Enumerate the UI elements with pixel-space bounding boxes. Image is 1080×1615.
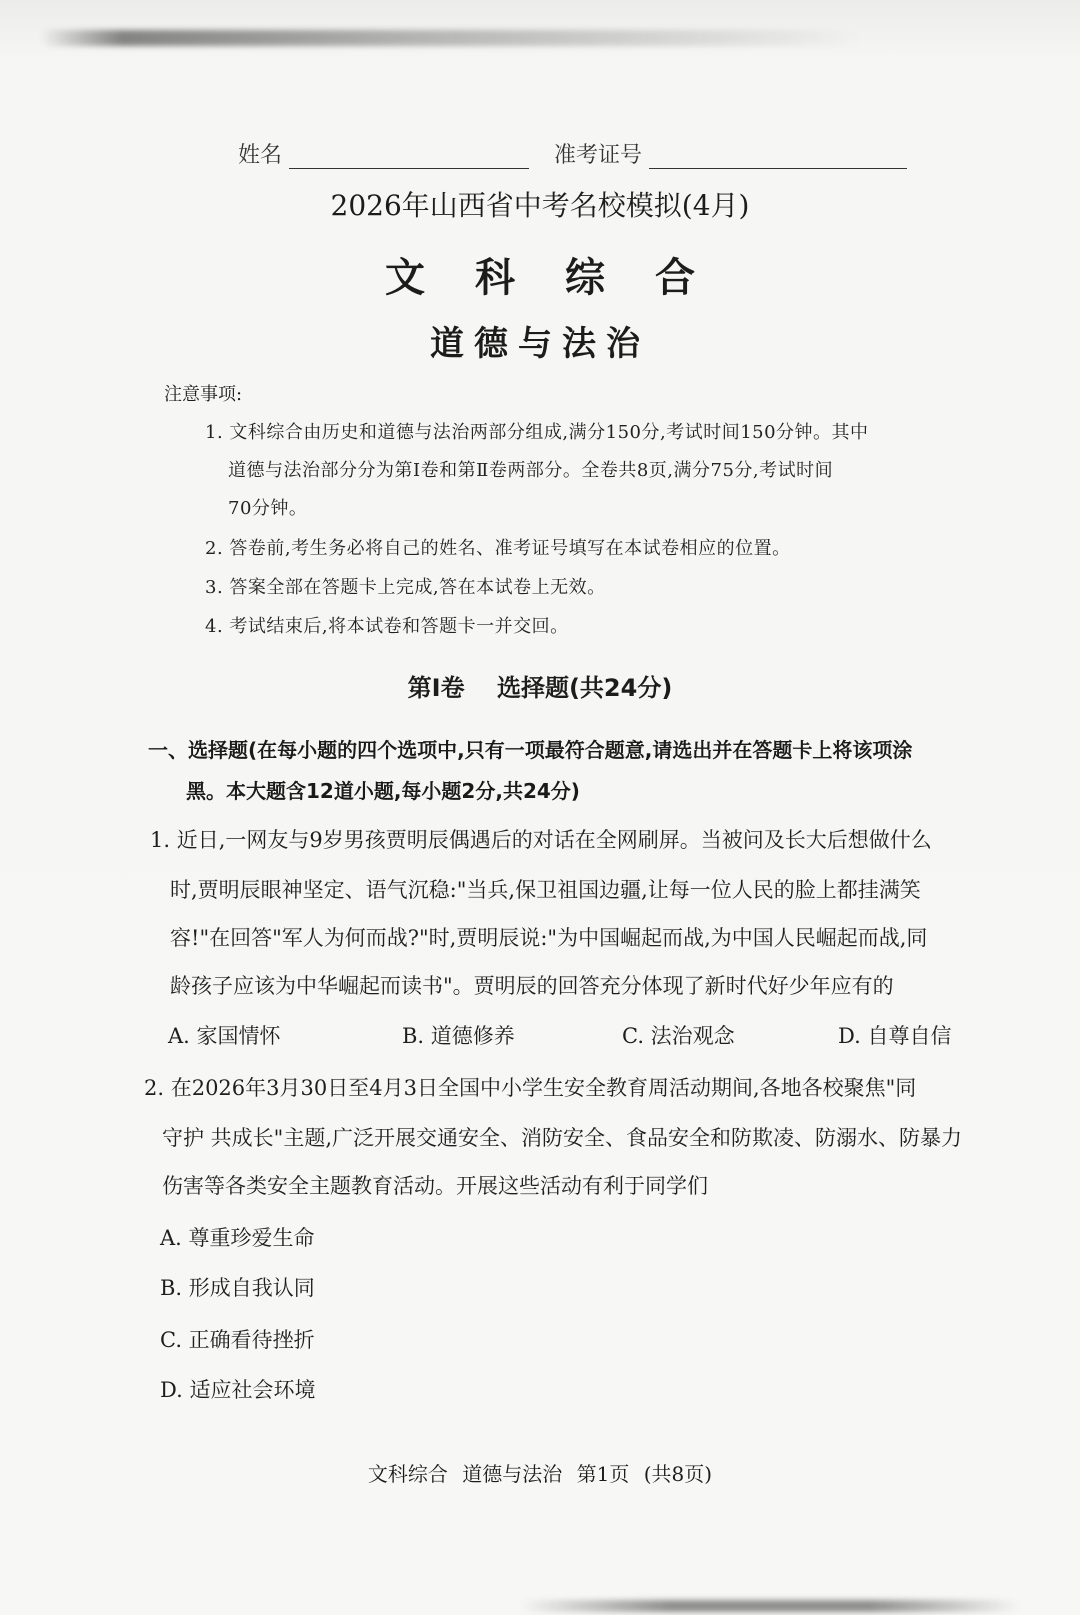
- question-2-option-c: C. 正确看待挫折: [160, 1328, 315, 1352]
- exam-title: 2026年山西省中考名校模拟(4月): [330, 189, 750, 222]
- page-footer: [0, 1458, 1080, 1487]
- notice-heading: 注意事项:: [164, 384, 243, 405]
- question-1-line-2: 时,贾明辰眼神坚定、语气沉稳:"当兵,保卫祖国边疆,让每一位人民的脸上都挂满笑: [170, 878, 921, 902]
- id-blank: [649, 146, 907, 169]
- question-1-option-b: B. 道德修养: [402, 1024, 515, 1048]
- question-2-line-1: 2. 在2026年3月30日至4月3日全国中小学生安全教育周活动期间,各地各校聚焦"同: [144, 1076, 917, 1100]
- question-2-line-3: 伤害等各类安全主题教育活动。开展这些活动有利于同学们: [162, 1174, 708, 1198]
- question-1-option-c: C. 法治观念: [622, 1024, 735, 1048]
- question-1-line-1: 1. 近日,一网友与9岁男孩贾明辰偶遇后的对话在全网刷屏。当被问及长大后想做什么: [150, 828, 932, 852]
- footer-page-number: 第1页: [576, 1462, 630, 1486]
- name-blank: [289, 146, 529, 169]
- question-1-line-3: 容!"在回答"军人为何而战?"时,贾明辰说:"为中国崛起而战,为中国人民崛起而战,同: [170, 926, 928, 950]
- footer-page-total: (共8页): [643, 1462, 713, 1486]
- instructions-line-2: 黑。本大题含12道小题,每小题2分,共24分): [186, 779, 580, 803]
- scan-shadow-top: [40, 30, 860, 46]
- question-2-option-d: D. 适应社会环境: [160, 1378, 316, 1402]
- footer-subject: 文科综合: [367, 1462, 448, 1486]
- section-title: [0, 668, 1080, 703]
- notice-item-1-cont: 道德与法治部分分为第Ⅰ卷和第Ⅱ卷两部分。全卷共8页,满分75分,考试时间: [228, 460, 834, 481]
- notice-item-2: 2. 答卷前,考生务必将自己的姓名、准考证号填写在本试卷相应的位置。: [205, 538, 791, 559]
- candidate-info-row: [238, 138, 907, 169]
- notice-item-1-cont2: 70分钟。: [228, 498, 308, 519]
- question-2-line-2: 守护 共成长"主题,广泛开展交通安全、消防安全、食品安全和防欺凌、防溺水、防暴力: [162, 1126, 963, 1150]
- instructions-line-1: 一、选择题(在每小题的四个选项中,只有一项最符合题意,请选出并在答题卡上将该项涂: [148, 738, 913, 762]
- section-part: 第Ⅰ卷: [407, 674, 465, 702]
- question-2-option-a: A. 尊重珍爱生命: [160, 1226, 315, 1250]
- subject-main-title: 文科综合: [385, 255, 745, 301]
- question-2-option-b: B. 形成自我认同: [160, 1276, 315, 1300]
- id-label: 准考证号: [554, 143, 643, 168]
- question-1-option-d: D. 自尊自信: [838, 1024, 952, 1048]
- section-name: 选择题(共24分): [496, 674, 673, 702]
- scan-shadow-bottom: [520, 1600, 1020, 1612]
- notice-item-1: 1. 文科综合由历史和道德与法治两部分组成,满分150分,考试时间150分钟。其中: [205, 422, 869, 443]
- footer-sub: 道德与法治: [462, 1462, 563, 1486]
- notice-item-3: 3. 答案全部在答题卡上完成,答在本试卷上无效。: [205, 577, 606, 598]
- subject-sub-title: 道德与法治: [430, 324, 650, 364]
- name-label: 姓名: [238, 143, 283, 168]
- question-1-line-4: 龄孩子应该为中华崛起而读书"。贾明辰的回答充分体现了新时代好少年应有的: [170, 974, 894, 998]
- notice-item-4: 4. 考试结束后,将本试卷和答题卡一并交回。: [205, 616, 569, 637]
- question-1-option-a: A. 家国情怀: [168, 1024, 281, 1048]
